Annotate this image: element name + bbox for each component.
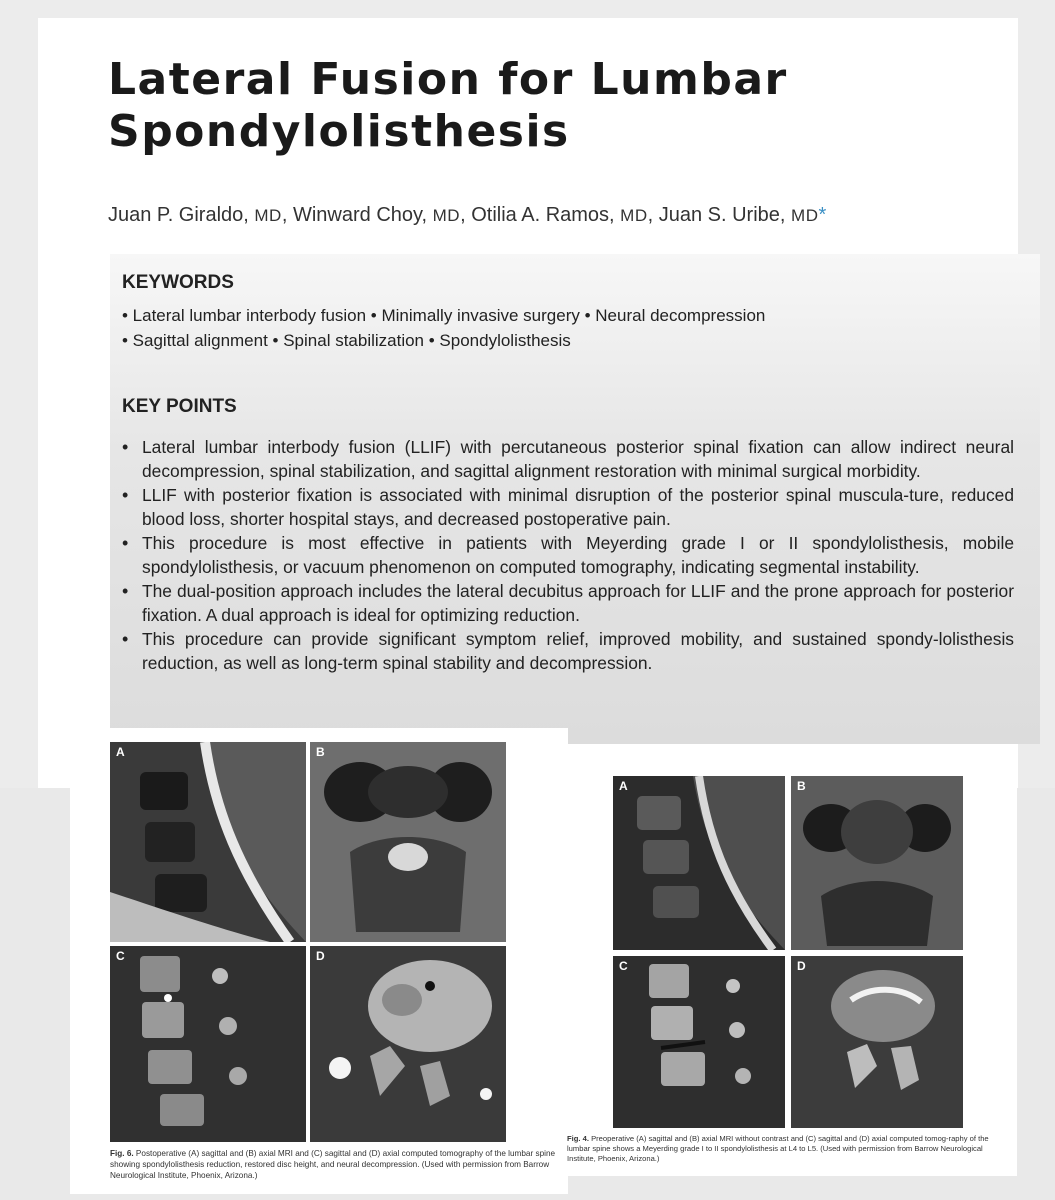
keywords-line-1: • Lateral lumbar interbody fusion • Minimally invasive surgery • Neural decompression [122,306,766,325]
panel-label: C [116,949,125,963]
ct-image [613,956,785,1128]
panel-label: A [116,745,125,759]
ct-image [110,946,306,1142]
panel-label: B [797,779,806,793]
figure-4 [565,762,1017,1176]
fig6-panel-a-sagittal-mri [110,742,306,942]
key-point-item: • This procedure can provide significant symptom relief, improved mobility, and sustained spondy-lolisthesis reduction, as well as long-term spinal stability and decompression. [122,627,1014,675]
caption-label: Fig. 4. [567,1134,589,1143]
title-line-1: Lateral Fusion for Lumbar [108,54,788,105]
figure-6 [70,728,568,1194]
author-name: Juan P. Giraldo, [108,204,255,226]
fig6-panel-c-sagittal-ct [110,946,306,1142]
title-line-2: Spondylolisthesis [108,106,570,157]
key-points-list [122,435,1014,675]
caption-label: Fig. 6. [110,1149,134,1158]
ct-image [310,946,506,1142]
key-points-heading: KEY POINTS [122,396,237,417]
key-point-item: • LLIF with posterior fixation is associated with minimal disruption of the posterior spinal muscula-ture, reduced blood loss, shorter hospital stays, and decreased postoperative pain. [122,483,1014,531]
author-degree: MD [791,206,819,225]
mri-image [613,776,785,950]
figure-4-caption [567,1134,1011,1164]
key-point-item: • Lateral lumbar interbody fusion (LLIF) with percutaneous posterior spinal fixation can allow indirect neural decompression, spinal stabilization, and sagittal alignment restoration with minimal surgical morbidity. [122,435,1014,483]
keywords-heading: KEYWORDS [122,272,234,293]
keywords-keypoints-box [110,254,1040,744]
panel-label: C [619,959,628,973]
fig4-panel-a-sagittal-mri [613,776,785,950]
author-degree: MD [432,206,461,225]
key-point-item: • The dual-position approach includes the lateral decubitus approach for LLIF and the prone approach for posterior fixation. A dual approach is ideal for optimizing reduction. [122,579,1014,627]
fig6-panel-d-axial-ct [310,946,506,1142]
article-page [38,18,1018,788]
author-name: Juan S. Uribe, [658,204,792,226]
panel-label: A [619,779,628,793]
mri-image [310,742,506,942]
panel-label: D [316,949,325,963]
author-degree: MD [254,206,282,225]
author-name: Otilia A. Ramos, [471,204,621,226]
key-point-item: • This procedure is most effective in patients with Meyerding grade I or II spondylolisthesis, mobile spondylolisthesis, or vacuum phenomenon on computed tomography, indicating segmental instability. [122,531,1014,579]
panel-label: B [316,745,325,759]
mri-image [110,742,306,942]
caption-text: Postoperative (A) sagittal and (B) axial MRI and (C) sagittal and (D) axial computed tomography of the lumbar spine showing spondylolisthesis reduction, restored disc height, and neural decompression. (Used with permission from Barrow Neurological Institute, Phoenix, Arizona.) [110,1149,556,1180]
fig4-panel-b-axial-mri [791,776,963,950]
caption-text: Preoperative (A) sagittal and (B) axial MRI without contrast and (C) sagittal and (D) axial computed tomog-raphy of the lumbar spine shows a Meyerding grade I to II spondylolisthesis at L4 to L5. (Used with permission from Barrow Neurological Institute, Phoenix, Arizona.) [567,1134,989,1163]
author-list: Juan P. Giraldo, MD, Winward Choy, MD, Otilia A. Ramos, MD, Juan S. Uribe, MD* [108,204,827,226]
ct-image [791,956,963,1128]
author-name: Winward Choy, [292,204,433,226]
mri-image [791,776,963,950]
keywords-line-2: • Sagittal alignment • Spinal stabilization • Spondylolisthesis [122,331,571,350]
panel-label: D [797,959,806,973]
fig4-panel-c-sagittal-ct [613,956,785,1128]
article-title [108,54,1008,158]
corresponding-author-mark: * [818,204,827,226]
fig4-panel-d-axial-ct [791,956,963,1128]
author-degree: MD [620,206,648,225]
figure-6-caption [110,1148,560,1181]
fig6-panel-b-axial-mri [310,742,506,942]
